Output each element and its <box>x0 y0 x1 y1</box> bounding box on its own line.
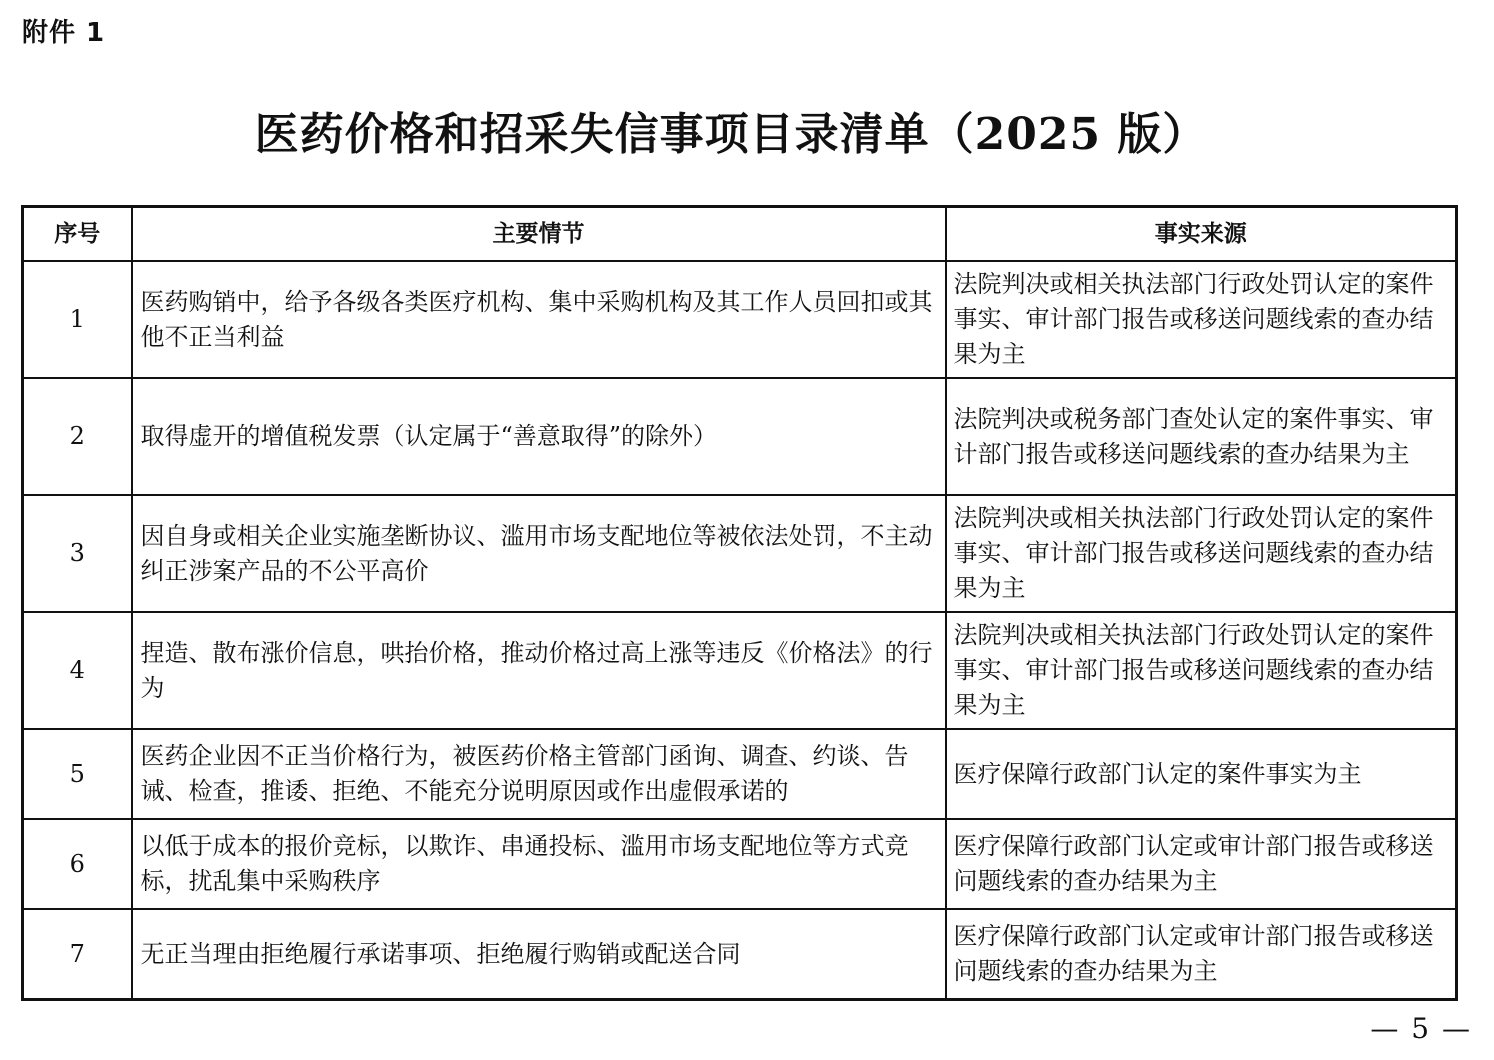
row-index: 5 <box>23 729 132 819</box>
row-source: 医疗保障行政部门认定或审计部门报告或移送问题线索的查办结果为主 <box>946 819 1457 909</box>
row-index: 3 <box>23 495 132 612</box>
table-row <box>23 261 1457 378</box>
violations-table <box>21 205 1458 1001</box>
table-row <box>23 729 1457 819</box>
row-index: 2 <box>23 378 132 495</box>
row-source: 医疗保障行政部门认定的案件事实为主 <box>946 729 1457 819</box>
table-row <box>23 495 1457 612</box>
page-number: — 5 — <box>1370 1012 1472 1045</box>
row-description: 医药购销中，给予各级各类医疗机构、集中采购机构及其工作人员回扣或其他不正当利益 <box>132 261 946 378</box>
table-header-row <box>23 207 1457 262</box>
table-row <box>23 612 1457 729</box>
table-row <box>23 378 1457 495</box>
document-title: 医药价格和招采失信事项目录清单（2025 版） <box>254 109 1208 160</box>
table-row <box>23 819 1457 909</box>
row-source: 法院判决或相关执法部门行政处罚认定的案件事实、审计部门报告或移送问题线索的查办结果为主 <box>946 612 1457 729</box>
row-source: 法院判决或相关执法部门行政处罚认定的案件事实、审计部门报告或移送问题线索的查办结果为主 <box>946 261 1457 378</box>
row-index: 6 <box>23 819 132 909</box>
header-index: 序号 <box>23 207 132 262</box>
row-index: 1 <box>23 261 132 378</box>
row-description: 无正当理由拒绝履行承诺事项、拒绝履行购销或配送合同 <box>132 909 946 1000</box>
row-source: 医疗保障行政部门认定或审计部门报告或移送问题线索的查办结果为主 <box>946 909 1457 1000</box>
row-description: 以低于成本的报价竞标，以欺诈、串通投标、滥用市场支配地位等方式竞标，扰乱集中采购秩序 <box>132 819 946 909</box>
attachment-label: 附件 1 <box>22 18 106 48</box>
row-index: 7 <box>23 909 132 1000</box>
row-description: 取得虚开的增值税发票（认定属于“善意取得”的除外） <box>132 378 946 495</box>
row-description: 医药企业因不正当价格行为，被医药价格主管部门函询、调查、约谈、告诫、检查，推诿、拒绝、不能充分说明原因或作出虚假承诺的 <box>132 729 946 819</box>
header-description: 主要情节 <box>132 207 946 262</box>
row-source: 法院判决或税务部门查处认定的案件事实、审计部门报告或移送问题线索的查办结果为主 <box>946 378 1457 495</box>
row-source: 法院判决或相关执法部门行政处罚认定的案件事实、审计部门报告或移送问题线索的查办结果为主 <box>946 495 1457 612</box>
row-description: 因自身或相关企业实施垄断协议、滥用市场支配地位等被依法处罚，不主动纠正涉案产品的不公平高价 <box>132 495 946 612</box>
row-index: 4 <box>23 612 132 729</box>
header-source: 事实来源 <box>946 207 1457 262</box>
row-description: 捏造、散布涨价信息，哄抬价格，推动价格过高上涨等违反《价格法》的行为 <box>132 612 946 729</box>
table-row <box>23 909 1457 1000</box>
